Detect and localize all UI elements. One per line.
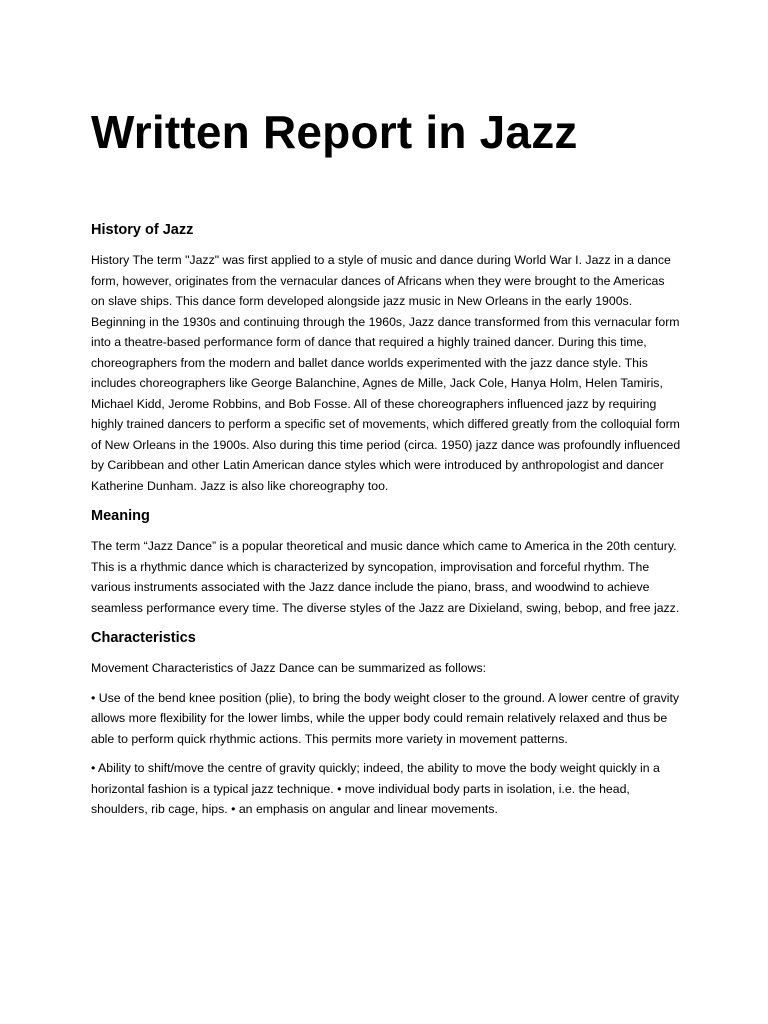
meaning-paragraph: The term “Jazz Dance” is a popular theoretical and music dance which came to America in the 20th century. This is a rhythmic dance which is characterized by syncopation, improvisation and forceful rhythm. The various instruments associated with the Jazz dance include the piano, brass, and woodwind to achieve seamless performance every time. The diverse styles of the Jazz are Dixieland, swing, bebop, and free jazz.: [91, 539, 680, 615]
section-characteristics: [91, 627, 681, 820]
history-paragraph: History The term "Jazz" was first applied to a style of music and dance during World War I. Jazz in a dance form, however, originates from the vernacular dances of Africans when they were brought to the Americas on slave ships. This dance form developed alongside jazz music in New Orleans in the early 1900s. Beginning in the 1930s and continuing through the 1960s, Jazz dance transformed from this vernacular form into a theatre-based performance form of dance that required a highly trained dancer. During this time, choreographers from the modern and ballet dance worlds experimented with the jazz dance style. This includes choreographers like George Balanchine, Agnes de Mille, Jack Cole, Hanya Holm, Helen Tamiris, Michael Kidd, Jerome Robbins, and Bob Fosse. All of these choreographers influenced jazz by requiring highly trained dancers to perform a specific set of movements, which differed greatly from the colloquial form of New Orleans in the 1900s. Also during this time period (circa. 1950) jazz dance was profoundly influenced by Caribbean and other Latin American dance styles which were introduced by anthropologist and dancer Katherine Dunham. Jazz is also like choreography too.: [91, 253, 681, 493]
section-heading-history: History of Jazz: [91, 222, 194, 238]
characteristics-bullet-1: • Use of the bend knee position (plie), to bring the body weight closer to the ground. A lower centre of gravity allows more flexibility for the lower limbs, while the upper body could remain relatively relaxed and thus be able to perform quick rhythmic actions. This permits more variety in movement patterns.: [91, 690, 680, 746]
section-heading-meaning: Meaning: [91, 508, 150, 524]
section-meaning: [91, 505, 681, 618]
section-history: [91, 219, 681, 496]
document-body: [91, 219, 681, 829]
characteristics-intro: Movement Characteristics of Jazz Dance can be summarized as follows:: [91, 661, 487, 675]
characteristics-bullet-2: • Ability to shift/move the centre of gravity quickly; indeed, the ability to move the body weight quickly in a horizontal fashion is a typical jazz technique. • move individual body parts in isolation, i.e. the head, shoulders, rib cage, hips. • an emphasis on angular and linear movements.: [91, 761, 660, 816]
document-title: Written Report in Jazz: [91, 106, 578, 158]
section-heading-characteristics: Characteristics: [91, 630, 196, 646]
